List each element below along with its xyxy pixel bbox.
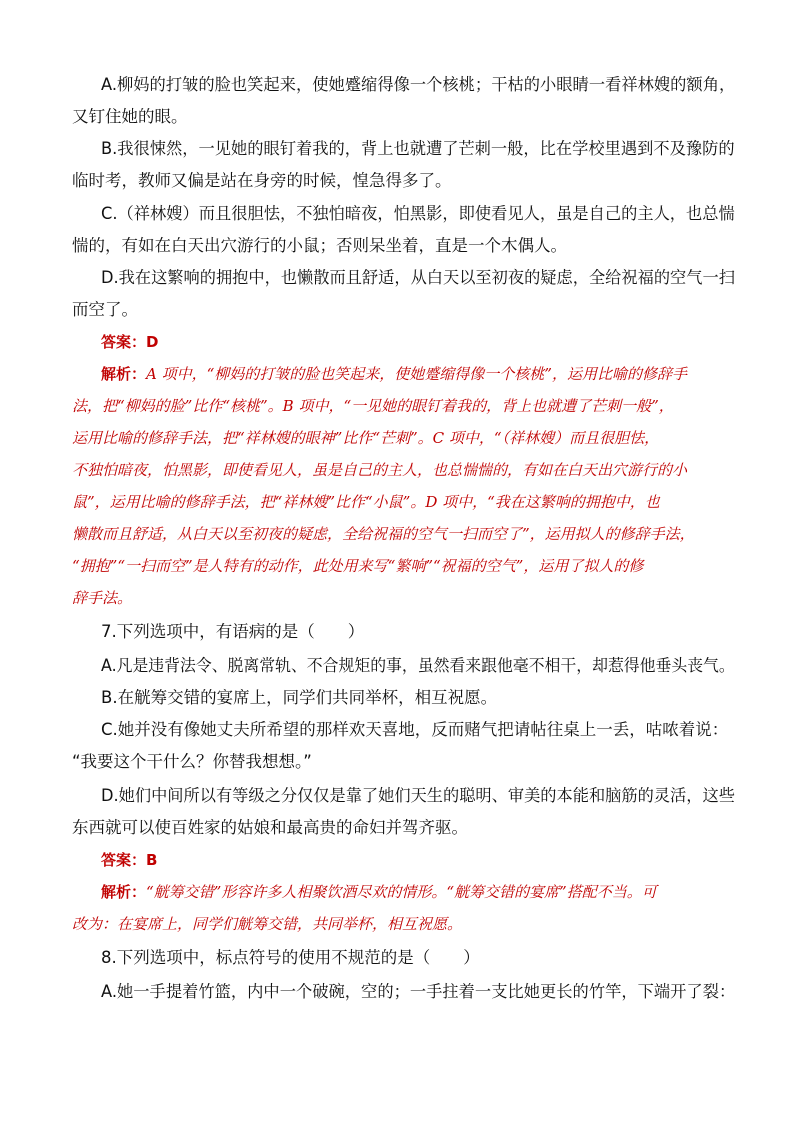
q6-analysis-line-4: 不独怕暗夜，怕黑影，即使看见人，虽是自己的主人，也总惴惴的，有如在白天出穴游行的小 [72,461,688,479]
q7-option-a: A.凡是违背法令、脱离常轨、不合规矩的事，虽然看来跟他毫不相干，却惹得他垂头丧气。 [101,656,735,675]
q6-analysis-text-1: A 项中，“柳妈的打皱的脸也笑起来，使她蹙缩得像一个核桃”，运用比喻的修辞手 [146,365,687,383]
q7-answer [101,850,157,870]
q7-stem: 7.下列选项中，有语病的是（ ） [101,622,365,641]
q6-option-a-line-1: A.柳妈的打皱的脸也笑起来，使她蹙缩得像一个核桃；干枯的小眼睛一看祥林嫂的额角， [101,75,736,94]
q6-option-b-line-1: B.我很悚然，一见她的眼钉着我的，背上也就遭了芒刺一般，比在学校里遇到不及豫防的 [101,139,735,158]
q7-answer-label: 答案： [101,851,147,869]
q6-analysis-line-1 [101,364,687,384]
q7-answer-value: B [146,851,158,869]
q7-analysis-line-2: 改为：在宴席上，同学们觥筹交错，共同举杯，相互祝愿。 [72,915,463,933]
q7-analysis-line-1 [101,882,657,902]
q6-option-b-line-2: 临时考，教师又偏是站在身旁的时候，惶急得多了。 [72,171,452,190]
q6-option-c-line-1: C.（祥林嫂）而且很胆怯，不独怕暗夜，怕黑影，即使看见人，虽是自己的主人，也总惴 [101,204,735,223]
q6-option-c-line-2: 惴的，有如在白天出穴游行的小鼠；否则呆坐着，直是一个木偶人。 [72,236,567,255]
q6-analysis-line-3: 运用比喻的修辞手法，把“祥林嫂的眼神”比作“芒刺”。C 项中，“（祥林嫂）而且很胆怯， [72,429,660,447]
q7-option-d-line-1: D.她们中间所以有等级之分仅仅是靠了她们天生的聪明、审美的本能和脑筋的灵活，这些 [101,786,735,805]
q6-analysis-line-5: 鼠”，运用比喻的修辞手法，把“祥林嫂”比作“小鼠”。D 项中，“我在这繁响的拥抱中，也 [72,493,660,511]
q6-answer-label: 答案： [101,333,147,351]
q7-option-c-line-2: “我要这个干什么？你替我想想。” [72,752,312,771]
q6-analysis-line-8: 辞手法。 [72,589,133,607]
q6-answer [101,332,158,352]
q6-analysis-line-2: 法，把“柳妈的脸”比作“核桃”。B 项中，“一见她的眼钉着我的，背上也就遭了芒刺一般”， [72,397,674,415]
q6-option-d-line-1: D.我在这繁响的拥抱中，也懒散而且舒适，从白天以至初夜的疑虑，全给祝福的空气一扫 [101,268,735,287]
q7-option-d-line-2: 东西就可以使百姓家的姑娘和最高贵的命妇并驾齐驱。 [72,818,468,837]
q6-answer-value: D [146,333,159,351]
q7-analysis-label: 解析： [101,883,147,901]
q6-analysis-label: 解析： [101,365,147,383]
q8-option-a-line-1: A.她一手提着竹篮，内中一个破碗，空的；一手拄着一支比她更长的竹竿，下端开了裂： [101,982,736,1001]
q7-option-c-line-1: C.她并没有像她丈夫所希望的那样欢天喜地，反而赌气把请帖往桌上一丢，咕哝着说： [101,720,729,739]
q6-option-a-line-2: 又钉住她的眼。 [72,107,188,126]
q6-option-d-line-2: 而空了。 [72,300,138,319]
q8-stem: 8.下列选项中，标点符号的使用不规范的是（ ） [101,948,480,967]
q7-option-b: B.在觥筹交错的宴席上，同学们共同举杯，相互祝愿。 [101,688,498,707]
q6-analysis-line-7: “拥抱”“一扫而空”是人特有的动作，此处用来写“繁响”“祝福的空气”，运用了拟人的修 [72,557,644,575]
q6-analysis-line-6: 懒散而且舒适，从白天以至初夜的疑虑，全给祝福的空气一扫而空了”，运用拟人的修辞手法， [72,525,695,543]
q7-analysis-text-1: “觥筹交错”形容许多人相聚饮酒尽欢的情形。“觥筹交错的宴席”搭配不当。可 [146,883,657,901]
